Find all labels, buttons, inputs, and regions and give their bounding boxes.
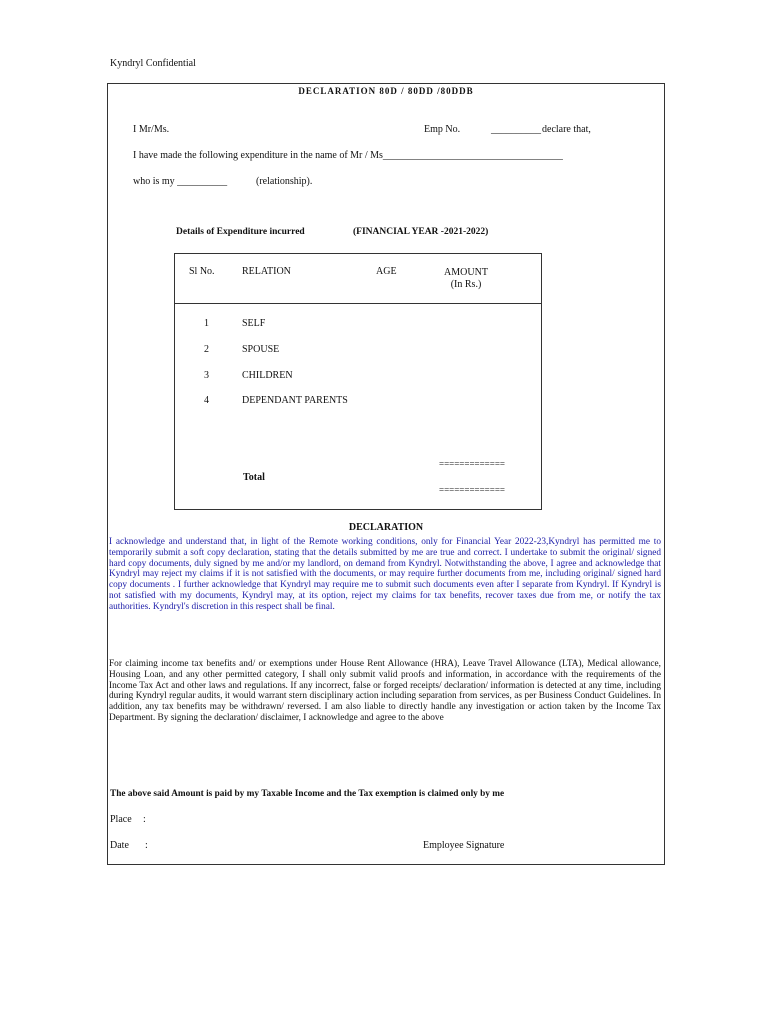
- table-row-relation: SPOUSE: [242, 344, 280, 355]
- table-row-sl: 3: [204, 370, 209, 381]
- table-row-sl: 2: [204, 344, 209, 355]
- col-header-age: AGE: [376, 266, 397, 277]
- tax-benefit-paragraph: For claiming income tax benefits and/ or exemptions under House Rent Allowance (HRA), Leave Travel Allowance (LTA), Medical allowance, Housing Loan, and any other permitted category, I shall only submit valid proofs and information, in accordance with the requirements of the Income Tax Act and other laws and regulations. If any incorrect, false or forged receipts/ declaration/ information is detected at any time, including during Kyndryl regular audits, it would warrant stern disciplinary action including separation from services, as per Business Conduct Guidelines. In addition, any tax benefits may be withdrawn/ reversed. I am also liable to directly handle any investigation or action taken by the Income Tax Department. By signing the declaration/ disclaimer, I acknowledge and agree to the above: [109, 659, 661, 723]
- who-is-my-line: who is my __________: [133, 176, 228, 187]
- emp-no-blank: __________: [491, 124, 541, 135]
- taxable-income-statement: The above said Amount is paid by my Taxable Income and the Tax exemption is claimed only by me: [110, 789, 505, 799]
- emp-no-label: Emp No.: [424, 124, 461, 135]
- table-header-divider: [174, 303, 542, 304]
- expenditure-line: I have made the following expenditure in the name of Mr / Ms____________________________________: [133, 150, 563, 161]
- col-header-relation: RELATION: [242, 266, 291, 277]
- col-header-amount-unit: (In Rs.): [450, 279, 482, 290]
- total-rule-bottom: =============: [439, 485, 505, 495]
- place-label: Place: [110, 814, 132, 825]
- table-row-relation: CHILDREN: [242, 370, 293, 381]
- table-row-sl: 4: [204, 395, 209, 406]
- relationship-label: (relationship).: [256, 176, 313, 187]
- name-label: I Mr/Ms.: [133, 124, 170, 135]
- declaration-heading: DECLARATION: [348, 522, 424, 533]
- table-row-sl: 1: [204, 318, 209, 329]
- date-colon: :: [145, 840, 148, 851]
- form-title: DECLARATION 80D / 80DD /80DDB: [298, 86, 474, 96]
- confidential-label: Kyndryl Confidential: [110, 58, 196, 69]
- table-row-relation: DEPENDANT PARENTS: [242, 395, 348, 406]
- col-header-amount: AMOUNT: [444, 267, 488, 278]
- total-label: Total: [243, 472, 265, 483]
- expenditure-table: [174, 253, 542, 510]
- place-colon: :: [143, 814, 146, 825]
- employee-signature-label: Employee Signature: [423, 840, 505, 851]
- total-rule-top: =============: [439, 459, 505, 469]
- details-heading: Details of Expenditure incurred: [176, 227, 305, 237]
- financial-year-label: (FINANCIAL YEAR -2021-2022): [353, 227, 489, 237]
- remote-declaration-paragraph: I acknowledge and understand that, in light of the Remote working conditions, only for Financial Year 2022-23,Kyndryl has permitted me to temporarily submit a soft copy declaration, stating that the details submitted by me are true and correct. I undertake to submit the original/ signed hard copy documents, duly signed by me and/or my landlord, on demand from Kyndryl. Notwithstanding the above, I agree and acknowledge that Kyndryl may reject my claims if it is not satisfied with the documents, or may require further documents from me, including original/ signed hard copy documents . I further acknowledge that Kyndryl may require me to submit such documents even after I separate from Kyndryl. If Kyndryl is not satisfied with my documents, Kyndryl may, at its option, reject my claims for tax benefits, recover taxes due from me, or notify the tax authorities. Kyndryl's discretion in this respect shall be final.: [109, 537, 661, 612]
- col-header-sl-no: Sl No.: [189, 266, 215, 277]
- declare-that-label: declare that,: [542, 124, 591, 135]
- table-row-relation: SELF: [242, 318, 266, 329]
- date-label: Date: [110, 840, 129, 851]
